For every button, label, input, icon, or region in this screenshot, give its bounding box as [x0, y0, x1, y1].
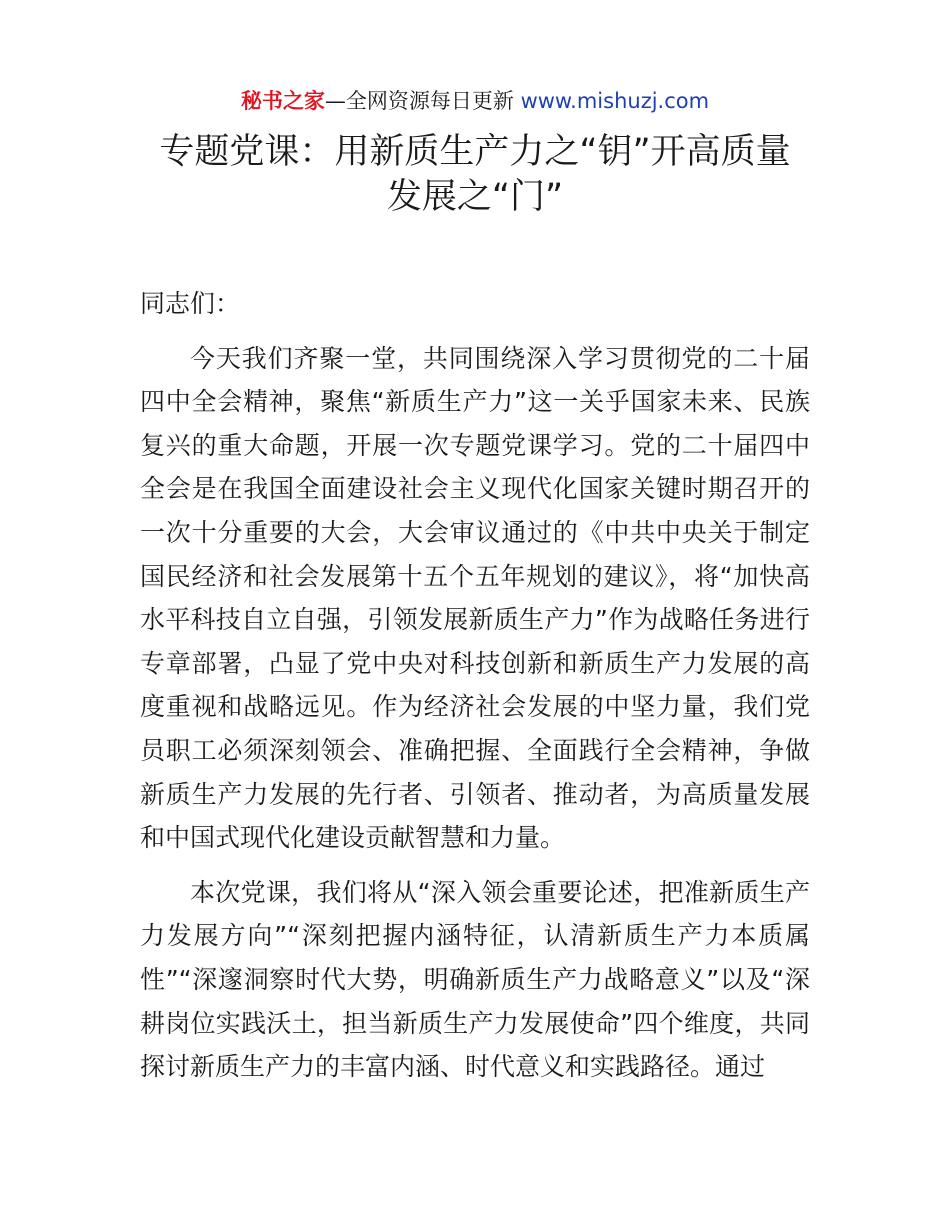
- site-tagline: —全网资源每日更新: [324, 89, 521, 113]
- paragraph: 今天我们齐聚一堂，共同围绕深入学习贯彻党的二十届四中全会精神，聚焦“新质生产力”这一关乎国家未来、民族复兴的重大命题，开展一次专题党课学习。党的二十届四中全会是在我国全面建设社会主义现代化国家关键时期召开的一次十分重要的大会，大会审议通过的《中共中央关于制定国民经济和社会发展第十五个五年规划的建议》，将“加快高水平科技自立自强，引领发展新质生产力”作为战略任务进行专章部署，凸显了党中央对科技创新和新质生产力发展的高度重视和战略远见。作为经济社会发展的中坚力量，我们党员职工必须深刻领会、准确把握、全面践行全会精神，争做新质生产力发展的先行者、引领者、推动者，为高质量发展和中国式现代化建设贡献智慧和力量。: [140, 343, 810, 853]
- document-body: [140, 282, 810, 1100]
- site-brand: 秘书之家: [240, 89, 325, 113]
- document-title-line-1: 专题党课：用新质生产力之“钥”开高质量: [159, 132, 791, 172]
- document-title-line-2: 发展之“门”: [386, 177, 564, 217]
- site-header: [0, 86, 950, 116]
- document-title: [100, 130, 850, 220]
- salutation: 同志们：: [140, 289, 241, 318]
- site-url-link[interactable]: www.mishuzj.com: [520, 89, 710, 113]
- paragraph: 本次党课，我们将从“深入领会重要论述，把准新质生产力发展方向”“深刻把握内涵特征，认清新质生产力本质属性”“深邃洞察时代大势，明确新质生产力战略意义”以及“深耕岗位实践沃土，担当新质生产力发展使命”四个维度，共同探讨新质生产力的丰富内涵、时代意义和实践路径。通过: [140, 877, 810, 1082]
